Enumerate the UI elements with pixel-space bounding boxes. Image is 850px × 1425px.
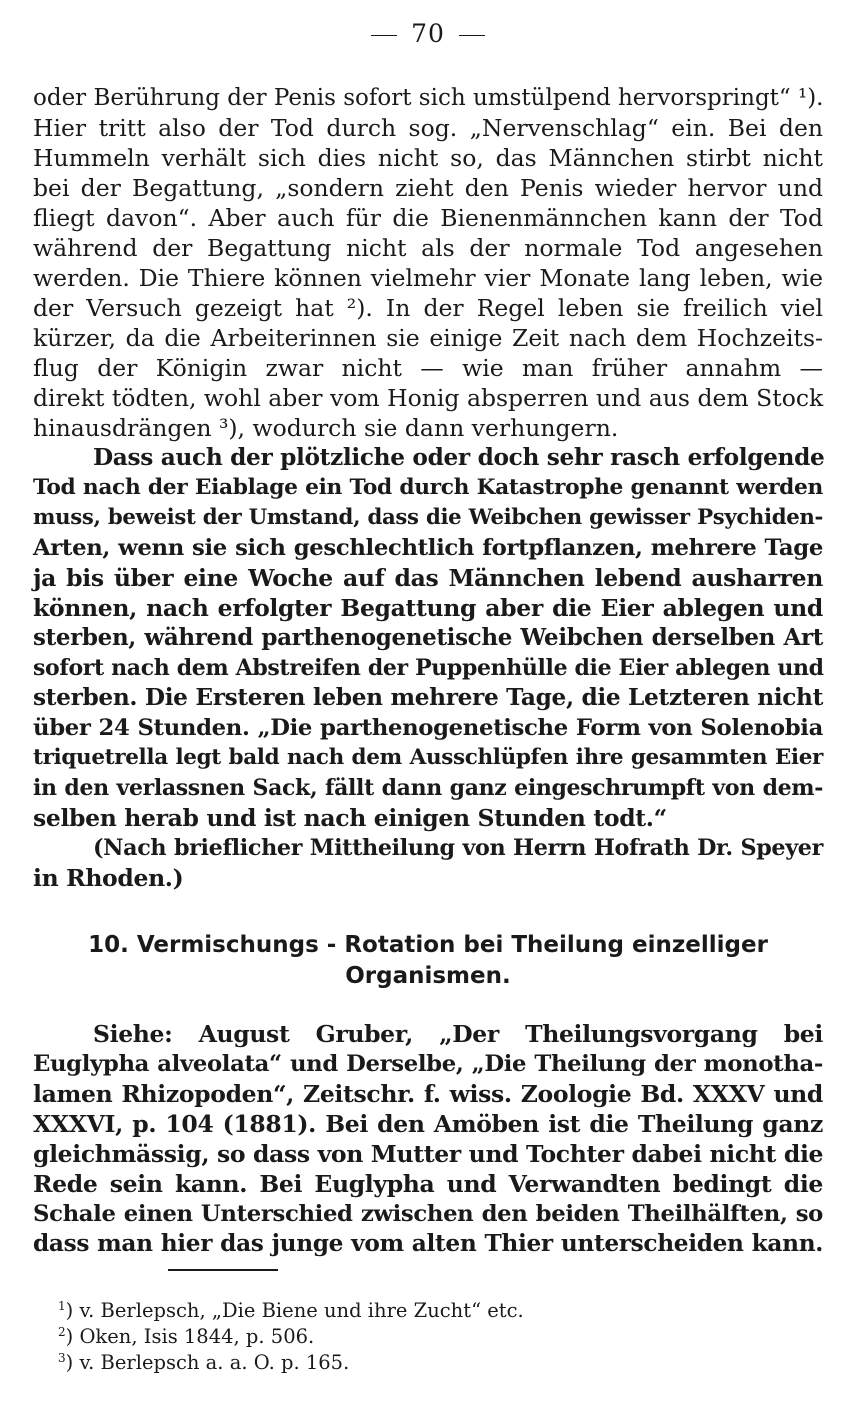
text-line: können, nach erfolgter Begattung aber die Eier ablegen und: [33, 594, 823, 622]
section-heading-line-2: Organismen.: [345, 963, 511, 989]
text-line: über 24 Stunden. „Die parthenogenetische Form von Solenobia: [33, 715, 823, 741]
footnote-text: ) v. Berlepsch, „Die Biene und ihre Zucht“ etc.: [65, 1299, 524, 1322]
footnote-mark: 2: [58, 1325, 66, 1339]
text-line: Siehe: August Gruber, „Der Theilungsvorgang bei: [93, 1020, 823, 1048]
text-line: Dass auch der plötzliche oder doch sehr rasch erfolgende: [93, 444, 825, 471]
footnote: [58, 1345, 350, 1374]
text-line: dass man hier das junge vom alten Thier unterscheiden kann.: [33, 1230, 823, 1257]
text-line: Arten, wenn sie sich geschlechtlich fortpflanzen, mehrere Tage: [33, 535, 823, 561]
text-line: ja bis über eine Woche auf das Männchen lebend ausharren: [33, 564, 823, 592]
text-line: XXXVI, p. 104 (1881). Bei den Amöben ist die Theilung ganz: [33, 1110, 823, 1138]
text-line: flug der Königin zwar nicht — wie man früher annahm —: [33, 354, 823, 382]
text-line: Hier tritt also der Tod durch sog. „Nervenschlag“ ein. Bei den: [33, 114, 823, 142]
text-line: bei der Begattung, „sondern zieht den Penis wieder hervor und: [33, 174, 823, 202]
footnote-text: ) v. Berlepsch a. a. O. p. 165.: [65, 1351, 350, 1374]
text-line: sofort nach dem Abstreifen der Puppenhülle die Eier ablegen und: [33, 655, 824, 681]
text-line: direkt tödten, wohl aber vom Honig absperren und aus dem Stock: [33, 384, 824, 412]
footnote: [58, 1293, 524, 1322]
text-line: Hummeln verhält sich dies nicht so, das Männchen stirbt nicht: [33, 144, 823, 172]
footnote-rule: [168, 1269, 278, 1271]
text-line: (Nach brieflicher Mittheilung von Herrn Hofrath Dr. Speyer: [93, 835, 823, 861]
text-line: werden. Die Thiere können vielmehr vier Monate lang leben, wie: [33, 264, 823, 292]
text-line: Rede sein kann. Bei Euglypha und Verwandten bedingt die: [33, 1170, 823, 1198]
text-line: lamen Rhizopoden“, Zeitschr. f. wiss. Zoologie Bd. XXXV und: [33, 1080, 823, 1108]
text-line: selben herab und ist nach einigen Stunden todt.“: [33, 804, 667, 832]
text-line: in den verlassnen Sack, fällt dann ganz eingeschrumpft von dem-: [33, 775, 823, 801]
text-line: Euglypha alveolata“ und Derselbe, „Die Theilung der monotha-: [33, 1051, 823, 1077]
text-line: triquetrella legt bald nach dem Ausschlüpfen ihre gesammten Eier: [33, 745, 823, 770]
text-line: der Versuch gezeigt hat ²). In der Regel leben sie freilich viel: [33, 294, 823, 322]
text-line: Schale einen Unterschied zwischen den beiden Theilhälften, so: [33, 1201, 823, 1227]
page-number: 70: [411, 19, 445, 48]
footnote-text: ) Oken, Isis 1844, p. 506.: [65, 1325, 315, 1348]
text-line: während der Begattung nicht als der normale Tod angesehen: [33, 234, 823, 262]
page-header: [33, 14, 823, 54]
text-line: kürzer, da die Arbeiterinnen sie einige Zeit nach dem Hochzeits-: [33, 324, 823, 352]
header-dash-right: [459, 35, 485, 37]
header-dash-left: [371, 35, 397, 37]
text-line: sterben. Die Ersteren leben mehrere Tage, die Letzteren nicht: [33, 684, 823, 711]
text-line: hinausdrängen ³), wodurch sie dann verhungern.: [33, 414, 619, 442]
text-line: Tod nach der Eiablage ein Tod durch Katastrophe genannt werden: [33, 475, 823, 500]
text-line: muss, beweist der Umstand, dass die Weibchen gewisser Psychiden-: [33, 505, 823, 530]
text-line: gleichmässig, so dass von Mutter und Tochter dabei nicht die: [33, 1140, 824, 1168]
footnote-mark: 3: [58, 1351, 66, 1365]
footnote: [58, 1319, 315, 1348]
text-line: fliegt davon“. Aber auch für die Bienenmännchen kann der Tod: [33, 204, 823, 232]
text-line: sterben, während parthenogenetische Weibchen derselben Art: [33, 624, 823, 651]
text-line: oder Berührung der Penis sofort sich umstülpend hervorspringt“ ¹).: [33, 85, 824, 111]
section-heading-line-1: 10. Vermischungs - Rotation bei Theilung einzelliger: [88, 932, 768, 958]
text-line: in Rhoden.): [33, 864, 184, 892]
footnote-mark: 1: [58, 1299, 66, 1313]
